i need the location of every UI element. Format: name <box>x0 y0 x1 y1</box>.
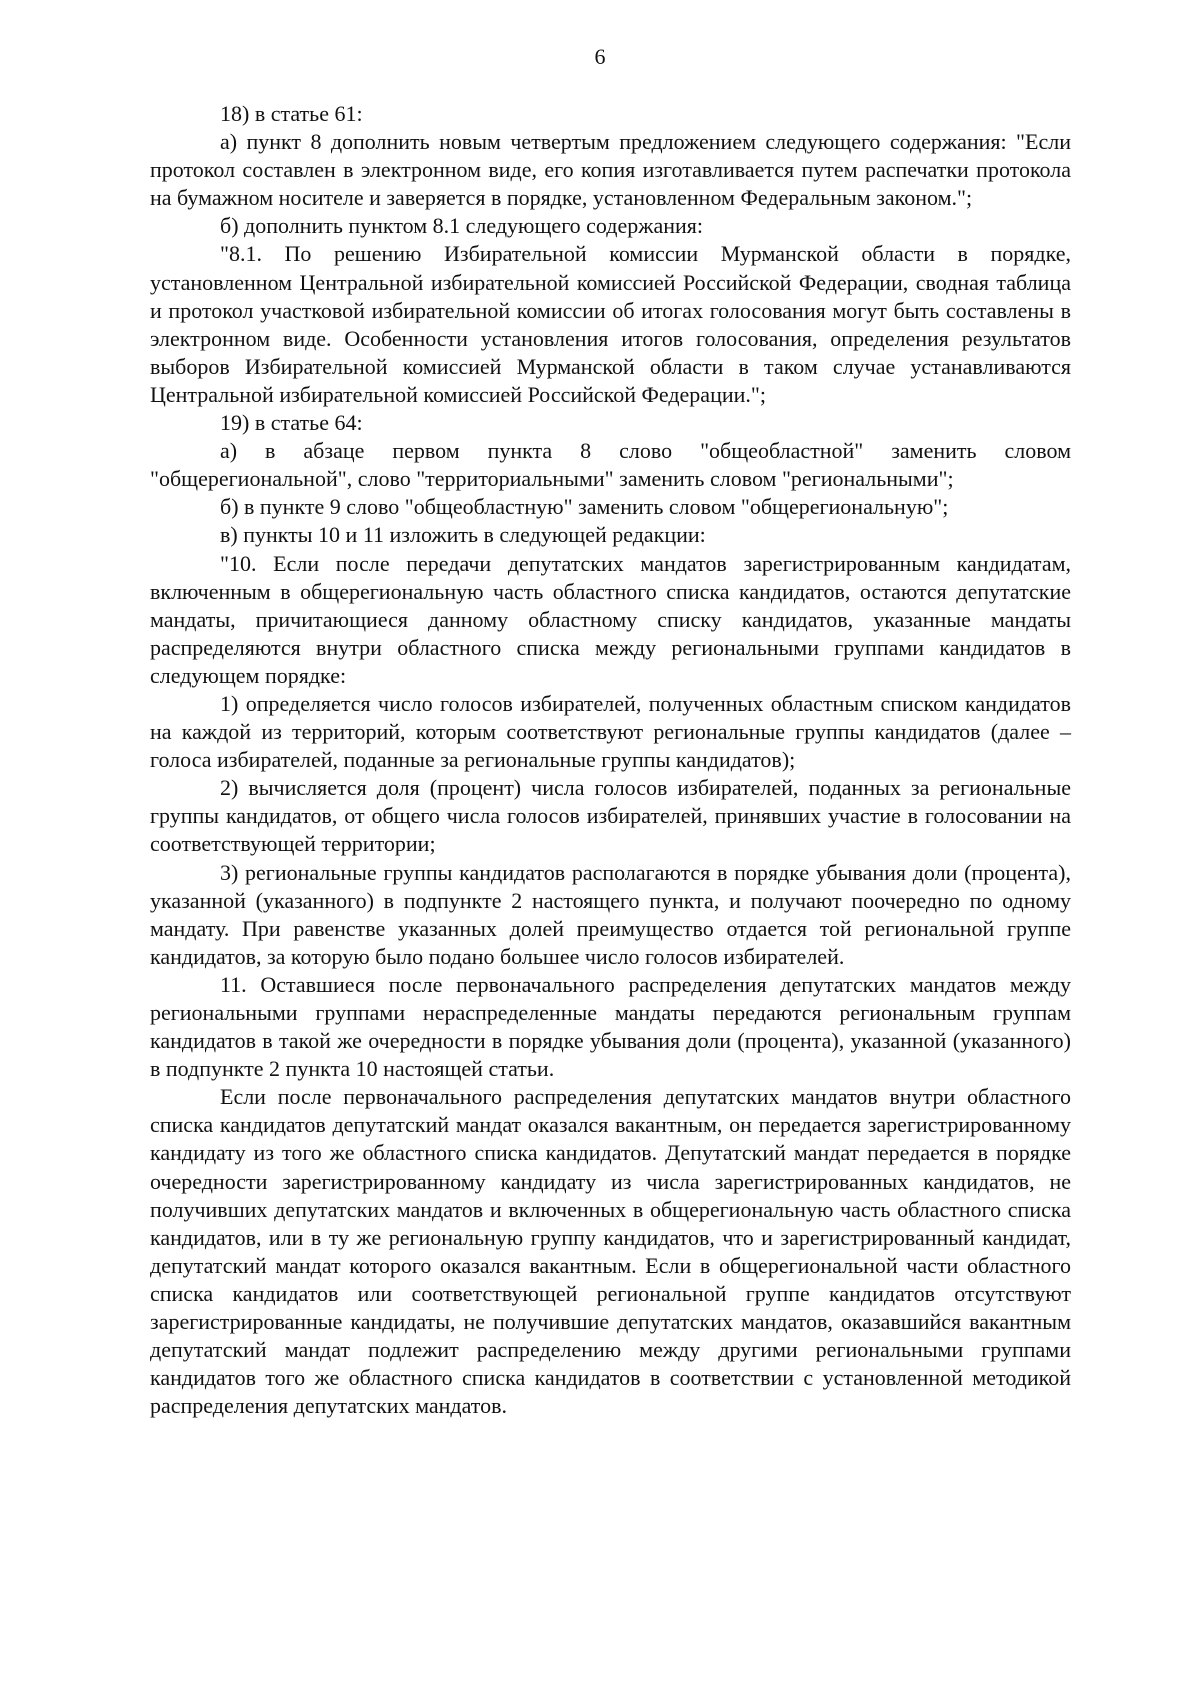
paragraph-article-61-a: а) пункт 8 дополнить новым четвертым предложением следующего содержания: "Если протокол составлен в электронном виде, его копия изготавливается путем распечатки протокола на бумажном носителе и заверяется в порядке, установленном Федеральным законом."; <box>150 129 1071 211</box>
paragraph-article-64-b: б) в пункте 9 слово "общеобластную" заменить словом "общерегиональную"; <box>220 494 949 520</box>
page-number: 6 <box>594 44 606 69</box>
paragraph-clause-11: 11. Оставшиеся после первоначального распределения депутатских мандатов между региональными группами нераспределенные мандаты передаются региональным группам кандидатов в такой же очередности в порядке убывания доли (процента), указанной (указанного) в подпункте 2 пункта 10 настоящей статьи. <box>150 971 1071 1082</box>
paragraph-clause-10-item-1: 1) определяется число голосов избирателей, полученных областным списком кандидатов на каждой из территорий, которым соответствуют региональные группы кандидатов (далее – голоса избирателей, поданные за региональные группы кандидатов); <box>150 690 1071 773</box>
paragraph-clause-10-item-3: 3) региональные группы кандидатов располагаются в порядке убывания доли (процента), указанной (указанного) в подпункте 2 настоящего пункта, и получают поочередно по одному мандату. При равенстве указанных долей преимущество отдается той региональной группе кандидатов, за которую было подано большее число голосов избирателей. <box>150 859 1071 969</box>
paragraph-article-64-a: а) в абзаце первом пункта 8 слово "общеобластной" заменить словом "общерегиональной", слово "территориальными" заменить словом "региональными"; <box>150 438 1071 492</box>
paragraph-clause-8-1: "8.1. По решению Избирательной комиссии Мурманской области в порядке, установленном Центральной избирательной комиссией Российской Федерации, сводная таблица и протокол участковой избирательной комиссии об итогах голосования могут быть составлены в электронном виде. Особенности установления итогов голосования, определения результатов выборов Избирательной комиссией Мурманской области в таком случае устанавливаются Центральной избирательной комиссией Российской Федерации."; <box>150 241 1071 407</box>
paragraph-article-61-b: б) дополнить пунктом 8.1 следующего содержания: <box>220 213 704 239</box>
paragraph-clause-10-item-2: 2) вычисляется доля (процент) числа голосов избирателей, поданных за региональные группы кандидатов, от общего числа голосов избирателей, принявших участие в голосовании на соответствующей территории; <box>150 775 1071 857</box>
paragraph-vacant-mandate: Если после первоначального распределения депутатских мандатов внутри областного списка кандидатов депутатский мандат оказался вакантным, он передается зарегистрированному кандидату из того же областного списка кандидатов. Депутатский мандат передается в порядке очередности зарегистрированному кандидату из числа зарегистрированных кандидатов, не получивших депутатских мандатов и включенных в общерегиональную часть областного списка кандидатов, или в ту же региональную группу кандидатов, что и зарегистрированный кандидат, депутатский мандат которого оказался вакантным. Если в общерегиональной части областного списка кандидатов или соответствующей региональной группе кандидатов отсутствуют зарегистрированные кандидаты, не получившие депутатских мандатов, оказавшийся вакантным депутатский мандат подлежит распределению между другими региональными группами кандидатов того же областного списка кандидатов в соответствии с установленной методикой распределения депутатских мандатов. <box>150 1084 1071 1419</box>
paragraph-article-64-heading: 19) в статье 64: <box>220 410 363 436</box>
document-body <box>150 100 1071 1420</box>
paragraph-article-61-heading: 18) в статье 61: <box>220 101 363 126</box>
paragraph-clause-10: "10. Если после передачи депутатских мандатов зарегистрированным кандидатам, включенным в общерегиональную часть областного списка кандидатов, остаются депутатские мандаты, причитающиеся данному областному списку кандидатов, указанные мандаты распределяются внутри областного списка между региональными группами кандидатов в следующем порядке: <box>150 550 1071 688</box>
paragraph-article-64-v: в) пункты 10 и 11 изложить в следующей редакции: <box>220 522 706 548</box>
